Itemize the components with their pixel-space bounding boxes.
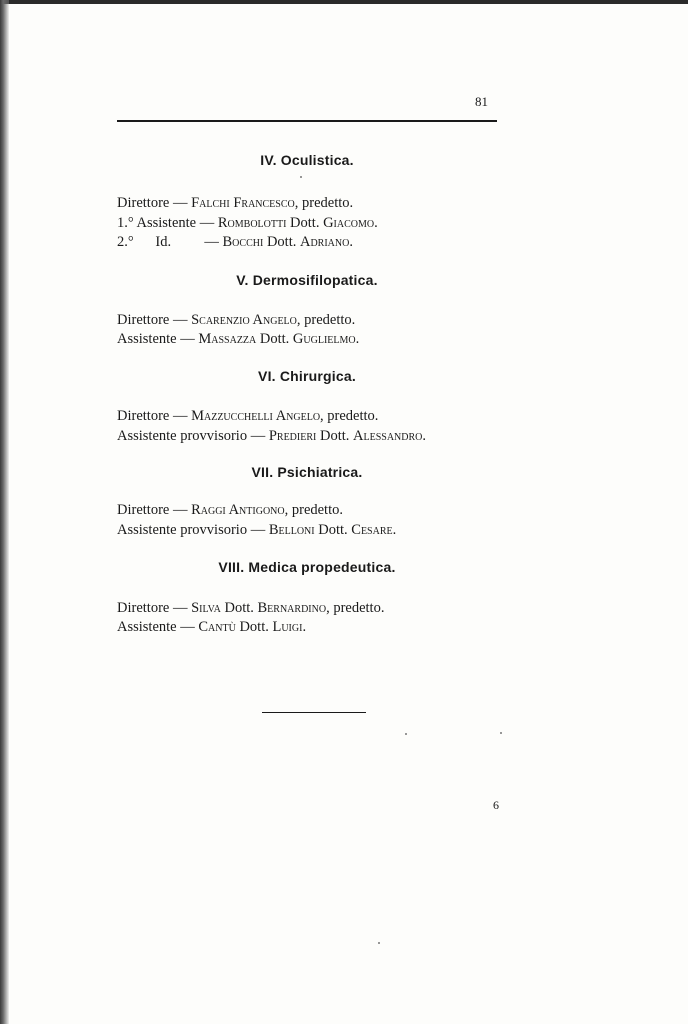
person-firstname: Alessandro bbox=[353, 428, 423, 444]
entry-line bbox=[117, 406, 497, 426]
print-speck bbox=[500, 732, 502, 734]
role: Direttore bbox=[117, 502, 170, 518]
entry-rest: , predetto. bbox=[284, 502, 343, 518]
entry-line bbox=[117, 213, 497, 233]
person-surname: Predieri bbox=[268, 428, 317, 444]
entry-line bbox=[117, 310, 497, 330]
header-rule bbox=[117, 120, 497, 122]
print-speck bbox=[300, 176, 302, 178]
entry-rest: Dott. bbox=[220, 600, 258, 616]
entry-line bbox=[117, 193, 497, 213]
entry-rest: , predetto. bbox=[296, 312, 356, 328]
page-top-edge bbox=[0, 0, 688, 4]
person-firstname: Adriano bbox=[299, 234, 350, 250]
entry-rest: Dott. bbox=[286, 215, 324, 231]
section-heading-psichiatrica: VII. Psichiatrica. bbox=[251, 464, 363, 480]
role: Assistente bbox=[117, 619, 177, 635]
separator: — bbox=[180, 619, 195, 635]
separator: — bbox=[172, 600, 188, 616]
separator: — bbox=[250, 428, 266, 444]
person-name: Raggi Antigono bbox=[191, 502, 285, 518]
entry-rest2: . bbox=[374, 215, 378, 231]
entry-rest2: . bbox=[422, 428, 427, 444]
person-name: Falchi Francesco bbox=[191, 195, 295, 211]
separator: — bbox=[180, 331, 195, 347]
separator: — bbox=[204, 234, 219, 250]
person-firstname: Guglielmo bbox=[292, 331, 356, 347]
person-surname: Bocchi bbox=[222, 234, 264, 250]
entry-rest: Dott. bbox=[235, 619, 273, 635]
person-firstname: Luigi bbox=[272, 619, 303, 635]
entry-rest: Dott. bbox=[316, 428, 354, 444]
role: Direttore bbox=[117, 600, 170, 616]
person-name: Scarenzio Angelo bbox=[191, 312, 297, 328]
person-surname: Cantù bbox=[198, 619, 236, 635]
person-surname: Belloni bbox=[268, 522, 315, 538]
separator: — bbox=[172, 502, 188, 518]
role: Direttore bbox=[117, 195, 170, 211]
entry-rest: Dott. bbox=[256, 331, 293, 347]
role: 2.° Id. bbox=[117, 234, 172, 250]
person-firstname: Bernardino bbox=[257, 600, 327, 616]
person-surname: Massazza bbox=[198, 331, 257, 347]
entry-rest2: , predetto. bbox=[326, 600, 385, 616]
page-number: 81 bbox=[475, 94, 488, 109]
separator: — bbox=[250, 522, 266, 538]
binding-edge bbox=[0, 0, 9, 1024]
role: Assistente provvisorio bbox=[117, 428, 248, 444]
separator: — bbox=[199, 215, 215, 231]
role: Direttore bbox=[117, 408, 170, 424]
person-firstname: Cesare bbox=[351, 522, 393, 538]
person-surname: Rombolotti bbox=[217, 215, 287, 231]
entry-line bbox=[117, 329, 497, 349]
entry-line bbox=[117, 426, 497, 446]
role: 1.° Assistente bbox=[117, 215, 197, 231]
role: Direttore bbox=[117, 312, 170, 328]
separator: — bbox=[172, 195, 188, 211]
section-heading-chirurgica: VI. Chirurgica. bbox=[258, 368, 356, 384]
person-firstname: Giacomo bbox=[323, 215, 375, 231]
entry-rest2: . bbox=[349, 234, 353, 250]
entry-rest: Dott. bbox=[314, 522, 352, 538]
section-heading-medica-propedeutica: VIII. Medica propedeutica. bbox=[218, 559, 396, 575]
print-speck bbox=[405, 733, 407, 735]
entry-line bbox=[117, 617, 497, 637]
role: Assistente provvisorio bbox=[117, 522, 248, 538]
entry-line bbox=[117, 520, 497, 540]
entry-rest: , predetto. bbox=[320, 408, 379, 424]
entry-rest: Dott. bbox=[263, 234, 300, 250]
entry-rest2: . bbox=[355, 331, 360, 347]
closing-rule bbox=[262, 712, 366, 713]
entry-line bbox=[117, 500, 497, 520]
separator: — bbox=[172, 408, 188, 424]
signature-mark: 6 bbox=[493, 798, 499, 812]
entry-line bbox=[117, 598, 497, 618]
entry-rest: , predetto. bbox=[294, 195, 354, 211]
person-name: Mazzucchelli Angelo bbox=[191, 408, 321, 424]
entry-line bbox=[117, 232, 497, 252]
entry-rest2: . bbox=[302, 619, 307, 635]
print-speck bbox=[378, 942, 380, 944]
section-heading-dermosifilopatica: V. Dermosifilopatica. bbox=[236, 272, 378, 288]
section-heading-oculistica: IV. Oculistica. bbox=[260, 152, 354, 168]
role: Assistente bbox=[117, 331, 177, 347]
person-surname: Silva bbox=[191, 600, 221, 616]
separator: — bbox=[172, 312, 188, 328]
entry-rest2: . bbox=[392, 522, 397, 538]
